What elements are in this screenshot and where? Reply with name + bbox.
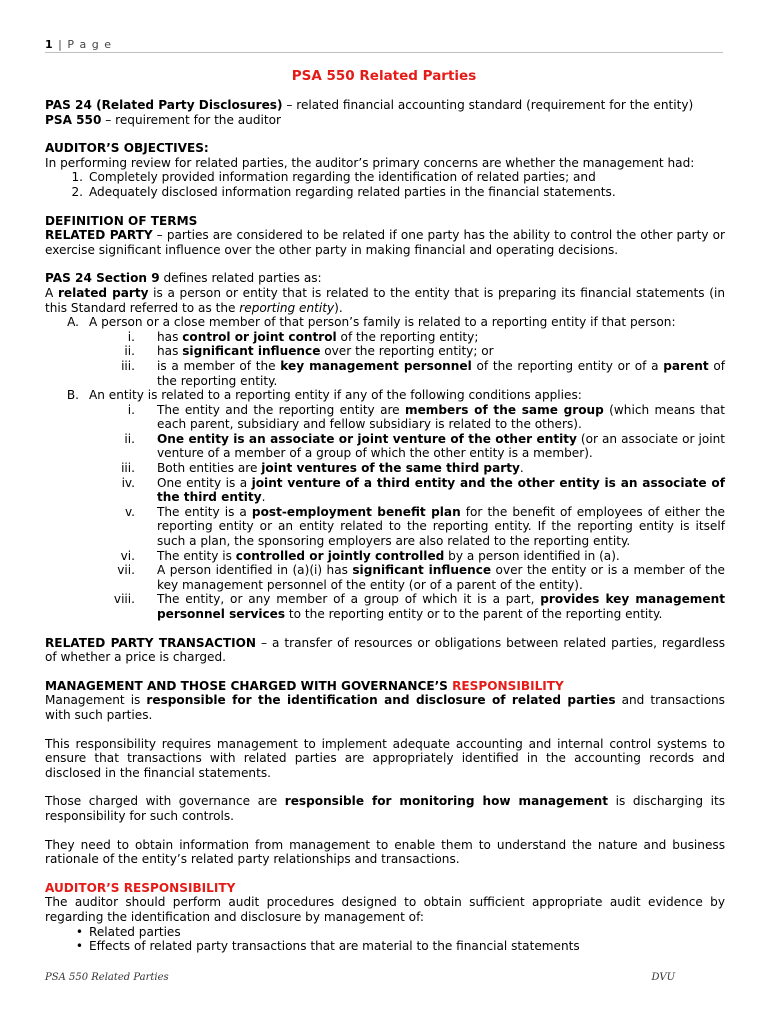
- footer-right: DVU: [651, 972, 675, 983]
- intro-line-1: [45, 98, 725, 113]
- intro-line-2: [45, 113, 725, 128]
- list-item: [45, 359, 725, 388]
- header-divider: [45, 52, 723, 53]
- t-b: responsible for the identification and disclosure of related parties: [146, 693, 616, 708]
- list-number: 1.: [71, 170, 83, 185]
- t-b: key management personnel: [280, 358, 472, 373]
- list-number: ii.: [124, 344, 135, 359]
- list-item: [45, 403, 725, 432]
- t-a: The entity is a: [157, 504, 252, 519]
- t-c: over the entity or is a member of the key management personnel of the entity (or of a parent of the entity).: [157, 563, 725, 592]
- t-b: significant influence: [352, 563, 492, 578]
- list-number: vii.: [117, 563, 135, 578]
- t-b: joint ventures of the same third party: [261, 461, 520, 476]
- rpt-definition: [45, 636, 725, 665]
- list-number: iii.: [121, 461, 135, 476]
- objectives-heading: [45, 141, 725, 156]
- def-a: A: [45, 285, 58, 300]
- list-number: A.: [67, 315, 79, 330]
- list-number: iv.: [121, 475, 135, 490]
- list-number: viii.: [113, 592, 135, 607]
- t-c: and transactions with such parties.: [45, 693, 725, 722]
- list-item: [45, 170, 725, 185]
- mgmt-p4: They need to obtain information from management to enable them to understand the nature and business rationale of the entity’s related party relationships and transactions.: [45, 837, 725, 867]
- t-b: One entity is an associate or joint venture of the other entity: [157, 431, 577, 446]
- definitions-heading: [45, 214, 725, 229]
- bullet-icon: •: [75, 939, 83, 954]
- list-item: [45, 925, 725, 940]
- list-item: [45, 330, 725, 345]
- t-e: of the reporting entity.: [157, 358, 725, 388]
- list-number: i.: [127, 402, 135, 417]
- list-text: A person or a close member of that person’s family is related to a reporting entity if that person:: [89, 315, 676, 330]
- list-item: [45, 592, 725, 621]
- t-c: (which means that each parent, subsidiary and fellow subsidiary is related to the others).: [157, 402, 725, 432]
- mgmt-p3: [45, 794, 725, 823]
- list-item: [45, 549, 725, 564]
- t-a: The entity, or any member of a group of which it is a part,: [157, 592, 541, 607]
- list-text: Completely provided information regarding the identification of related parties; and: [89, 170, 596, 185]
- footer-left: PSA 550 Related Parties: [45, 972, 169, 983]
- t-b: members of the same group: [404, 402, 604, 417]
- bullet-icon: •: [75, 924, 83, 939]
- t-a: The entity is: [157, 548, 236, 563]
- t-a: has: [157, 329, 183, 344]
- t-c: by a person identified in (a).: [444, 548, 620, 563]
- def-e: ).: [334, 300, 343, 315]
- rp-term: RELATED PARTY: [45, 228, 153, 243]
- document-title: PSA 550 Related Parties: [291, 68, 477, 84]
- intro-1-bold: PAS 24 (Related Party Disclosures): [45, 98, 283, 112]
- t-c: .: [261, 490, 266, 505]
- list-number: 2.: [71, 184, 83, 199]
- t-b: post-employment benefit plan: [251, 504, 461, 519]
- t-c: of the reporting entity or of a: [471, 358, 664, 373]
- t-d: parent: [663, 358, 709, 373]
- t-a: Management is: [45, 693, 147, 708]
- objectives-lead: In performing review for related parties, the auditor’s primary concerns are whether the management had:: [45, 155, 695, 170]
- t-b: significant influence: [182, 344, 321, 359]
- list-item: [45, 185, 725, 200]
- document-body: [45, 98, 725, 954]
- section-a: [45, 315, 725, 330]
- list-item: [45, 461, 725, 476]
- t-a: is a member of the: [157, 358, 281, 373]
- auditor-heading: [45, 881, 725, 896]
- list-number: iii.: [121, 358, 135, 373]
- t-a: One entity is a: [157, 475, 252, 490]
- t-b: controlled or jointly controlled: [235, 548, 445, 563]
- list-number: ii.: [124, 431, 135, 446]
- def-c: is a person or entity that is related to the entity that is preparing its financial statements (in this Standard referred to as the: [45, 285, 725, 315]
- mgmt-heading-red: RESPONSIBILITY: [452, 678, 564, 693]
- list-text: An entity is related to a reporting entity if any of the following conditions applies:: [89, 388, 582, 403]
- intro-2-bold: PSA 550: [45, 112, 102, 127]
- t-a: The entity and the reporting entity are: [157, 402, 405, 417]
- list-number: vi.: [120, 548, 135, 563]
- mgmt-heading-text: MANAGEMENT AND THOSE CHARGED WITH GOVERNANCE’S: [45, 678, 453, 693]
- t-b: responsible for monitoring how management: [284, 794, 609, 809]
- t-b: provides key management personnel services: [157, 592, 726, 621]
- list-number: i.: [127, 329, 135, 344]
- pas24-definition: [45, 286, 725, 315]
- page-footer: [45, 972, 675, 983]
- list-text: Adequately disclosed information regarding related parties in the financial statements.: [89, 184, 616, 199]
- definitions-heading-text: DEFINITION OF TERMS: [45, 213, 198, 228]
- intro-1-text: – related financial accounting standard (requirement for the entity): [282, 98, 694, 112]
- page-number: 1: [45, 38, 54, 51]
- rpt-text: – a transfer of resources or obligations between related parties, regardless of whether a price is charged.: [45, 635, 725, 665]
- t-a: Both entities are: [157, 461, 262, 476]
- t-c: .: [519, 461, 524, 476]
- list-number: v.: [124, 504, 135, 519]
- mgmt-p1: [45, 693, 725, 722]
- intro-2-text: – requirement for the auditor: [101, 112, 281, 127]
- page-word: | P a g e: [58, 38, 112, 51]
- t-c: is discharging its responsibility for such controls.: [45, 794, 725, 823]
- list-item: [45, 432, 725, 461]
- related-party-definition: [45, 228, 725, 257]
- auditor-heading-text: AUDITOR’S RESPONSIBILITY: [45, 880, 236, 895]
- t-c: over the reporting entity; or: [320, 344, 494, 359]
- pas24-intro: [45, 271, 725, 286]
- list-item: [45, 505, 725, 549]
- list-item: [45, 344, 725, 359]
- t-c: for the benefit of employees of either the reporting entity or an entity related to the reporting entity. If the reporting entity is itself such a plan, the sponsoring employers are also related to the reporting entity.: [157, 504, 725, 549]
- t-c: (or an associate or joint venture of a member of a group of which the other entity is a member).: [157, 431, 725, 461]
- list-item: [45, 563, 725, 592]
- rpt-term: RELATED PARTY TRANSACTION: [45, 635, 256, 650]
- list-text: Effects of related party transactions that are material to the financial statements: [89, 939, 580, 954]
- t-a: Those charged with governance are: [45, 794, 285, 809]
- objectives-heading-text: AUDITOR’S OBJECTIVES:: [45, 141, 209, 156]
- def-d: reporting entity: [239, 300, 335, 315]
- mgmt-heading: [45, 679, 725, 694]
- def-b: related party: [57, 285, 149, 300]
- t-b: joint venture of a third entity and the other entity is an associate of the third entity: [157, 475, 725, 505]
- t-a: A person identified in (a)(i) has: [157, 563, 353, 578]
- mgmt-p2: This responsibility requires management to implement adequate accounting and internal control systems to ensure that transactions with related parties are appropriately identified in the accounting records and disclosed in the financial statements.: [45, 736, 725, 780]
- pas24-bold: PAS 24 Section 9: [45, 271, 160, 286]
- list-text: Related parties: [89, 924, 181, 939]
- t-c: to the reporting entity or to the parent of the reporting entity.: [285, 607, 663, 621]
- rp-text: – parties are considered to be related if one party has the ability to control the other party or exercise significant influence over the other party in making financial and operating decisions.: [45, 228, 725, 257]
- list-item: [45, 939, 725, 954]
- section-b: [45, 388, 725, 403]
- auditor-p1: The auditor should perform audit procedures designed to obtain sufficient appropriate audit evidence by regarding the identification and disclosure by management of:: [45, 895, 725, 924]
- list-number: B.: [66, 388, 79, 403]
- pas24-text: defines related parties as:: [159, 271, 322, 286]
- page-header: [45, 38, 112, 51]
- t-a: has: [157, 344, 183, 359]
- list-item: [45, 476, 725, 505]
- t-c: of the reporting entity;: [336, 329, 479, 344]
- t-b: control or joint control: [182, 329, 337, 344]
